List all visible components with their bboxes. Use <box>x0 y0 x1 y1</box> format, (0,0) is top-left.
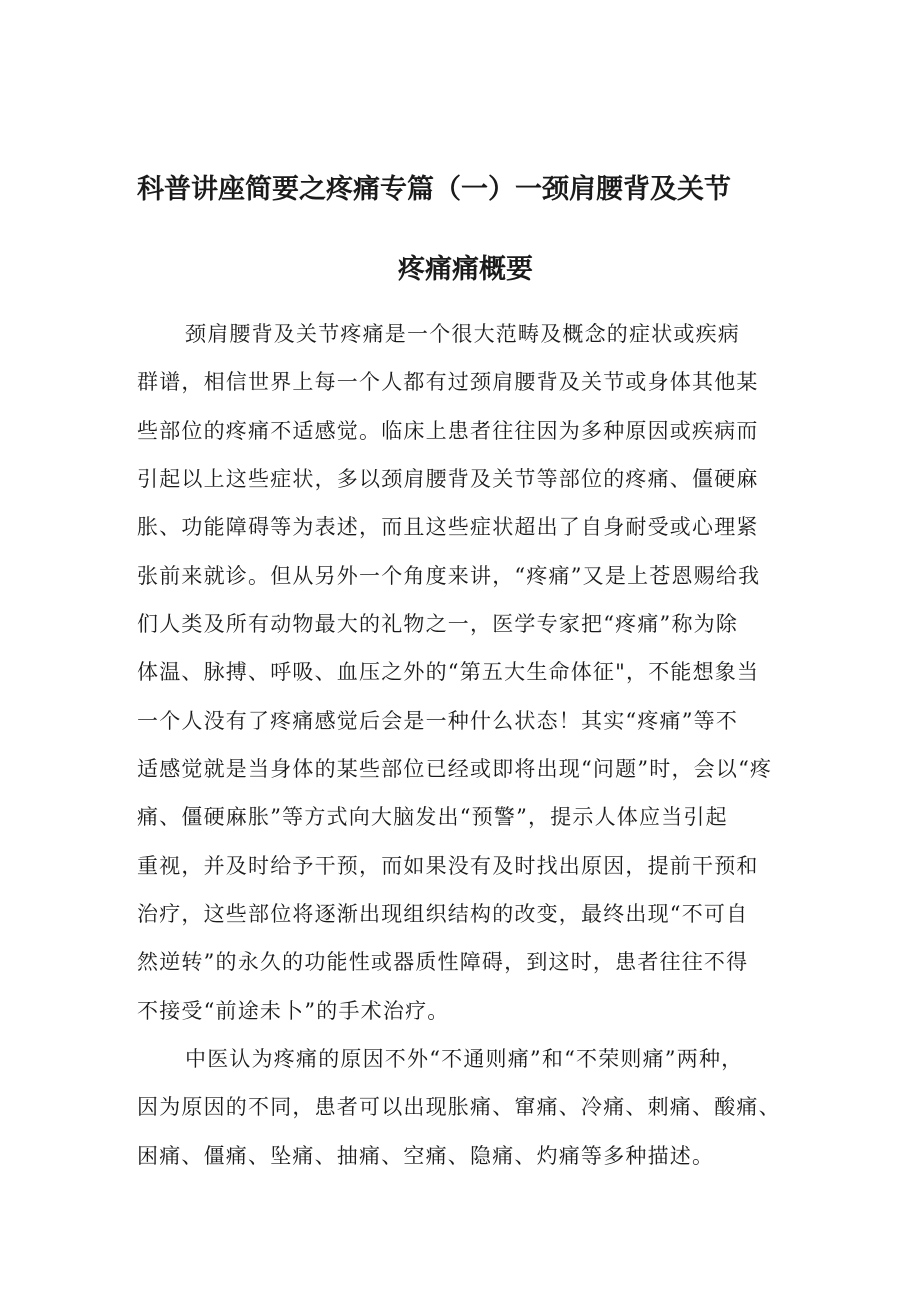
paragraph-2-line: 困痛、僵痛、坠痛、抽痛、空痛、隐痛、灼痛等多种描述。 <box>137 1144 715 1168</box>
paragraph-1-line: 一个人没有了疼痛感觉后会是一种什么状态！其实“疼痛”等不 <box>137 709 739 733</box>
paragraph-1-line: 们人类及所有动物最大的礼物之一，医学专家把“疼痛”称为除 <box>137 612 739 636</box>
paragraph-1-line: 痛、僵硬麻胀”等方式向大脑发出“预警”，提示人体应当引起 <box>137 805 728 829</box>
paragraph-1-line: 不接受“前途未卜”的手术治疗。 <box>137 999 450 1023</box>
paragraph-1-line: 体温、脉搏、呼吸、血压之外的“第五大生命体征"，不能想象当 <box>137 660 760 684</box>
paragraph-1-line: 些部位的疼痛不适感觉。临床上患者往往因为多种原因或疾病而 <box>137 419 759 443</box>
paragraph-1-line: 适感觉就是当身体的某些部位已经或即将出现“问题”时，会以“疼 <box>137 757 773 781</box>
paragraph-1-line: 张前来就诊。但从另外一个角度来讲，“疼痛”又是上苍恩赐给我 <box>137 564 761 588</box>
paragraph-1-line: 群谱，相信世界上每一个人都有过颈肩腰背及关节或身体其他某 <box>137 370 759 394</box>
document-title-line-2: 疼痛痛概要 <box>398 254 533 285</box>
paragraph-2-line: 中医认为疼痛的原因不外“不通则痛”和“不荣则痛”两种， <box>185 1047 744 1071</box>
document-title-line-1: 科普讲座简要之疼痛专篇（一）一颈肩腰背及关节 <box>137 174 731 205</box>
paragraph-1-line: 引起以上这些症状，多以颈肩腰背及关节等部位的疼痛、僵硬麻 <box>137 467 759 491</box>
paragraph-1-line: 重视，并及时给予干预，而如果没有及时找出原因，提前干预和 <box>137 854 759 878</box>
paragraph-2-line: 因为原因的不同，患者可以出现胀痛、窜痛、冷痛、刺痛、酸痛、 <box>137 1095 781 1119</box>
paragraph-1-line: 胀、功能障碍等为表述，而且这些症状超出了自身耐受或心理紧 <box>137 515 759 539</box>
paragraph-1-line: 颈肩腰背及关节疼痛是一个很大范畴及概念的症状或疾病 <box>185 322 740 346</box>
paragraph-1-line: 治疗，这些部位将逐渐出现组织结构的改变，最终出现“不可自 <box>137 902 749 926</box>
paragraph-1-line: 然逆转”的永久的功能性或器质性障碍，到这时，患者往往不得 <box>137 950 749 974</box>
